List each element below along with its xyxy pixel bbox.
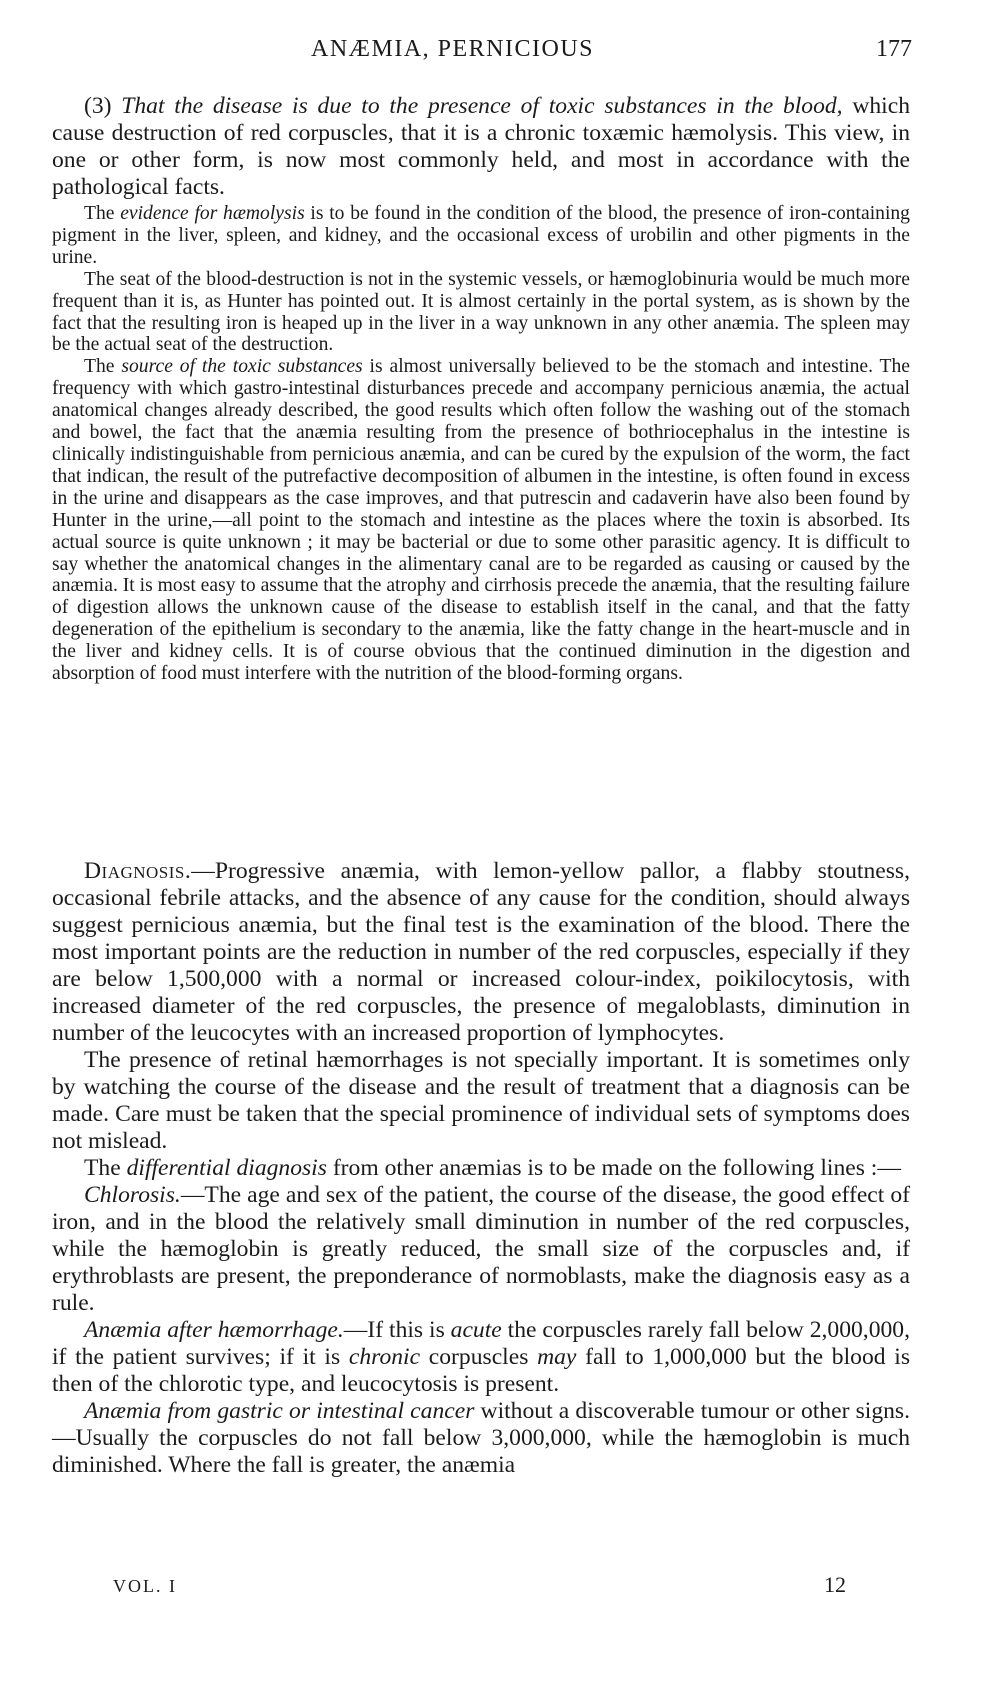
signature-mark: 12 [824, 1572, 846, 1597]
cancer-heading: Anæmia from gastric or intestinal cancer [84, 1398, 475, 1424]
paragraph-source: The source of the toxic substances is almost universally believed to be the stomach and intestine. The frequency with which gastro-intestinal disturbances precede and accompany pernicious anæmia, the actual anatomical changes already described, the good results which often follow the washing out of the stomach and bowel, the fact that the anæmia resulting from the presence of bothriocephalus in the intestine is clinically indistinguishable from pernicious anæmia, and can be cured by the expulsion of the worm, the fact that indican, the result of the putrefactive decomposition of albumen in the intestine, is often found in excess in the urine and disappears as the case improves, and that putrescin and cadaverin have also been found by Hunter in the urine,—all point to the stomach and intestine as the places where the toxin is absorbed. Its actual source is quite unknown ; it may be bacterial or due to some other parasitic agency. It is difficult to say whether the anatomical changes in the alimentary canal are to be regarded as causing or caused by the anæmia. It is most easy to assume that the atrophy and cirrhosis precede the anæmia, that the resulting failure of digestion allows the unknown cause of the disease to establish itself in the canal, and that the fatty degeneration of the epithelium is secondary to the anæmia, like the fatty change in the heart-muscle and in the liver and kidney cells. It is of course obvious that the continued diminution in the digestion and absorption of food must interfere with the nutrition of the blood-forming organs. [52, 356, 910, 685]
proposition-text: which cause destruction of red corpuscles, that it is a chronic toxæmic hæmolysis. This view, in one or other form, is now most commonly held, and most in accordance with the pathological facts. [52, 93, 910, 200]
section-heading-diagnosis: Diagnosis. [84, 858, 192, 884]
proposition-heading: That the disease is due to the presence of toxic substances in the blood, [121, 93, 843, 119]
differential-term: differential diagnosis [126, 1155, 327, 1181]
paragraph-evidence: The evidence for hæmolysis is to be found in the condition of the blood, the presence of iron-containing pigment in the liver, spleen, and kidney, and the occasional excess of urobilin and other pigments in the urine. [52, 203, 910, 268]
paragraph-chlorosis: Chlorosis.—The age and sex of the patient, the course of the disease, the good effect of iron, and in the blood the relatively small diminution in number of the red corpuscles, while the hæmoglobin is greatly reduced, the small size of the corpuscles and, if erythroblasts are present, the preponderance of normoblasts, make the diagnosis easy as a rule. [52, 1182, 910, 1316]
paragraph-retinal: The presence of retinal hæmorrhages is not specially important. It is sometimes only by watching the course of the disease and the result of treatment that a diagnosis can be made. Care must be taken that the special prominence of individual sets of symptoms does not mislead. [52, 1047, 910, 1154]
chlorosis-heading: Chlorosis. [84, 1182, 181, 1208]
list-number: (3) [84, 93, 122, 119]
running-header [0, 36, 1000, 72]
small-print-block [52, 203, 910, 685]
paragraph-seat: The seat of the blood-destruction is not in the systemic vessels, or hæmoglobinuria would be much more frequent than it is, as Hunter has pointed out. It is almost certainly in the portal system, as is shown by the fact that the resulting iron is heaped up in the liver in a way unknown in any other anæmia. The spleen may be the actual seat of the destruction. [52, 268, 910, 356]
paragraph-haemorrhage: Anæmia after hæmorrhage.—If this is acute the corpuscles rarely fall below 2,000,000, if the patient survives; if it is chronic corpuscles may fall to 1,000,000 but the blood is then of the chlorotic type, and leucocytosis is present. [52, 1317, 910, 1397]
page-footer [0, 1572, 1000, 1602]
source-term: source of the toxic substances [121, 356, 363, 378]
paragraph-diagnosis: Diagnosis.—Progressive anæmia, with lemon-yellow pallor, a flabby stoutness, occasional febrile attacks, and the absence of any cause for the condition, should always suggest pernicious anæmia, but the final test is the examination of the blood. There the most important points are the reduction in number of the red corpuscles, especially if they are below 1,500,000 with a normal or increased colour-index, poikilocytosis, with increased diameter of the red corpuscles, the presence of megaloblasts, diminution in number of the leucocytes with an increased proportion of lymphocytes. [52, 858, 910, 1046]
volume-label: VOL. I [113, 1576, 177, 1596]
haemorrhage-heading: Anæmia after hæmorrhage. [84, 1317, 344, 1343]
paragraph-cancer: Anæmia from gastric or intestinal cancer without a discoverable tumour or other signs.—Usually the corpuscles do not fall below 3,000,000, while the hæmoglobin is much diminished. Where the fall is greater, the anæmia [52, 1398, 910, 1478]
paragraph-differential: The differential diagnosis from other anæmias is to be made on the following lines :— [84, 1155, 901, 1181]
paragraph-toxic-substances [52, 93, 910, 201]
running-title: ANÆMIA, PERNICIOUS [311, 36, 595, 62]
diagnosis-section [52, 858, 910, 1479]
evidence-term: evidence for hæmolysis [120, 203, 305, 224]
page-number: 177 [876, 36, 912, 62]
